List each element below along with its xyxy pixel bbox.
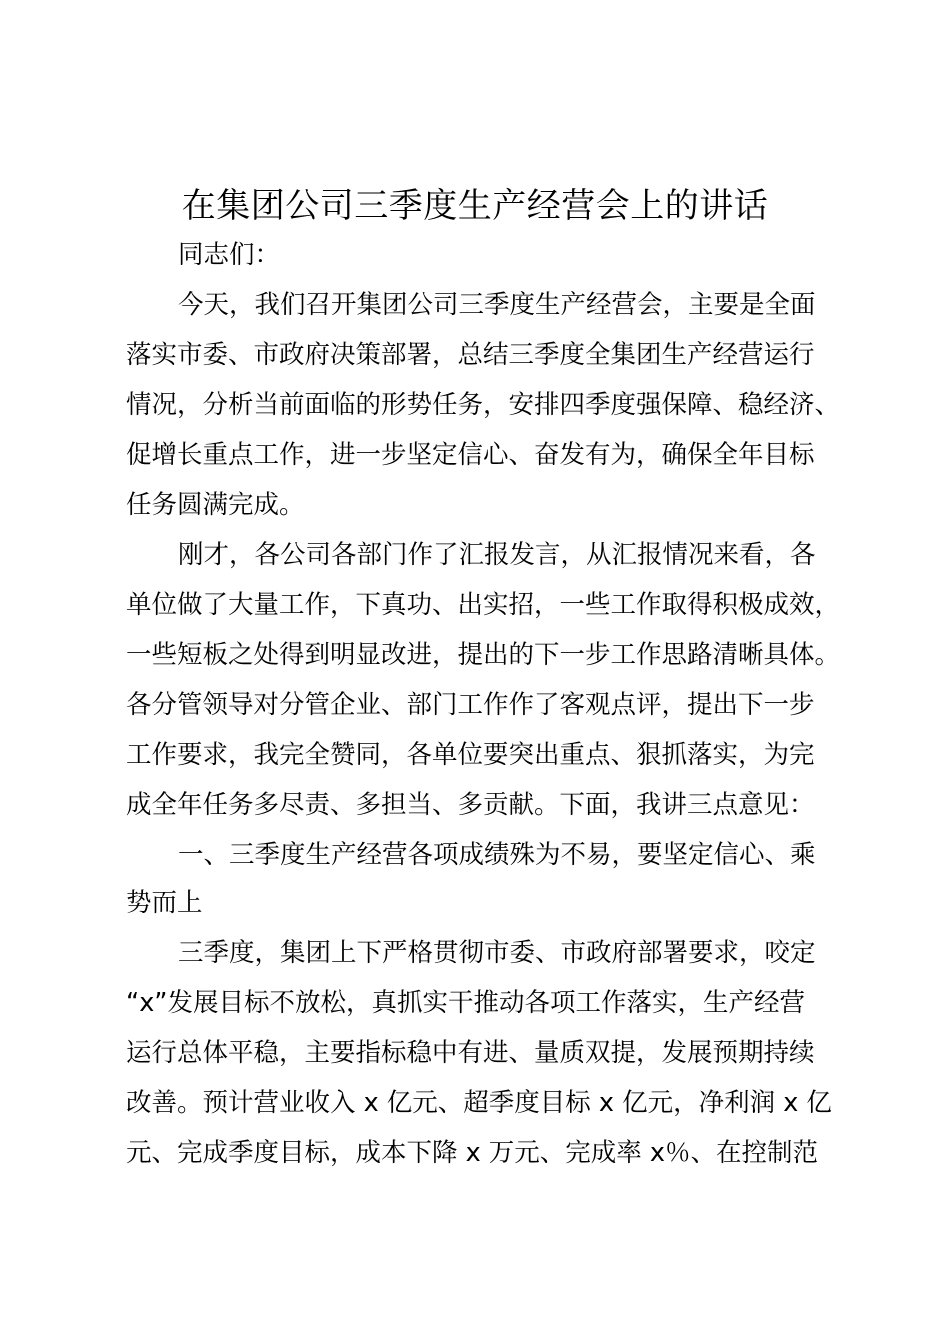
paragraph-line: 工作要求，我完全赞同，各单位要突出重点、狠抓落实，为完	[126, 740, 815, 770]
paragraph-line: 落实市委、市政府决策部署，总结三季度全集团生产经营运行	[126, 340, 815, 370]
paragraph-line: 刚才，各公司各部门作了汇报发言，从汇报情况来看，各	[178, 540, 816, 570]
salutation: 同志们：	[178, 240, 281, 270]
paragraph-line: 元、完成季度目标，成本下降 x 万元、完成率 x％、在控制范	[126, 1138, 819, 1168]
paragraph-line: 运行总体平稳，主要指标稳中有进、量质双提，发展预期持续	[126, 1038, 815, 1068]
paragraph-line: 今天，我们召开集团公司三季度生产经营会，主要是全面	[178, 290, 816, 320]
paragraph-line: 改善。预计营业收入 x 亿元、超季度目标 x 亿元，净利润 x 亿	[126, 1088, 832, 1118]
paragraph-line: 单位做了大量工作，下真功、出实招，一些工作取得积极成效，	[126, 590, 841, 620]
paragraph-line: “x”发展目标不放松，真抓实干推动各项工作落实，生产经营	[126, 988, 806, 1018]
section-heading-line: 一、三季度生产经营各项成绩殊为不易，要坚定信心、乘	[178, 840, 816, 870]
paragraph-line: 一些短板之处得到明显改进，提出的下一步工作思路清晰具体。	[126, 640, 841, 670]
document-title: 在集团公司三季度生产经营会上的讲话	[181, 186, 769, 226]
paragraph-line: 成全年任务多尽责、多担当、多贡献。下面，我讲三点意见：	[126, 790, 815, 820]
paragraph-line: 促增长重点工作，进一步坚定信心、奋发有为，确保全年目标	[126, 440, 815, 470]
paragraph-line: 情况，分析当前面临的形势任务，安排四季度强保障、稳经济、	[126, 390, 841, 420]
paragraph-line: 任务圆满完成。	[126, 490, 305, 520]
section-heading-line: 势而上	[126, 888, 203, 918]
paragraph-line: 三季度，集团上下严格贯彻市委、市政府部署要求，咬定	[178, 938, 816, 968]
paragraph-line: 各分管领导对分管企业、部门工作作了客观点评，提出下一步	[126, 690, 815, 720]
